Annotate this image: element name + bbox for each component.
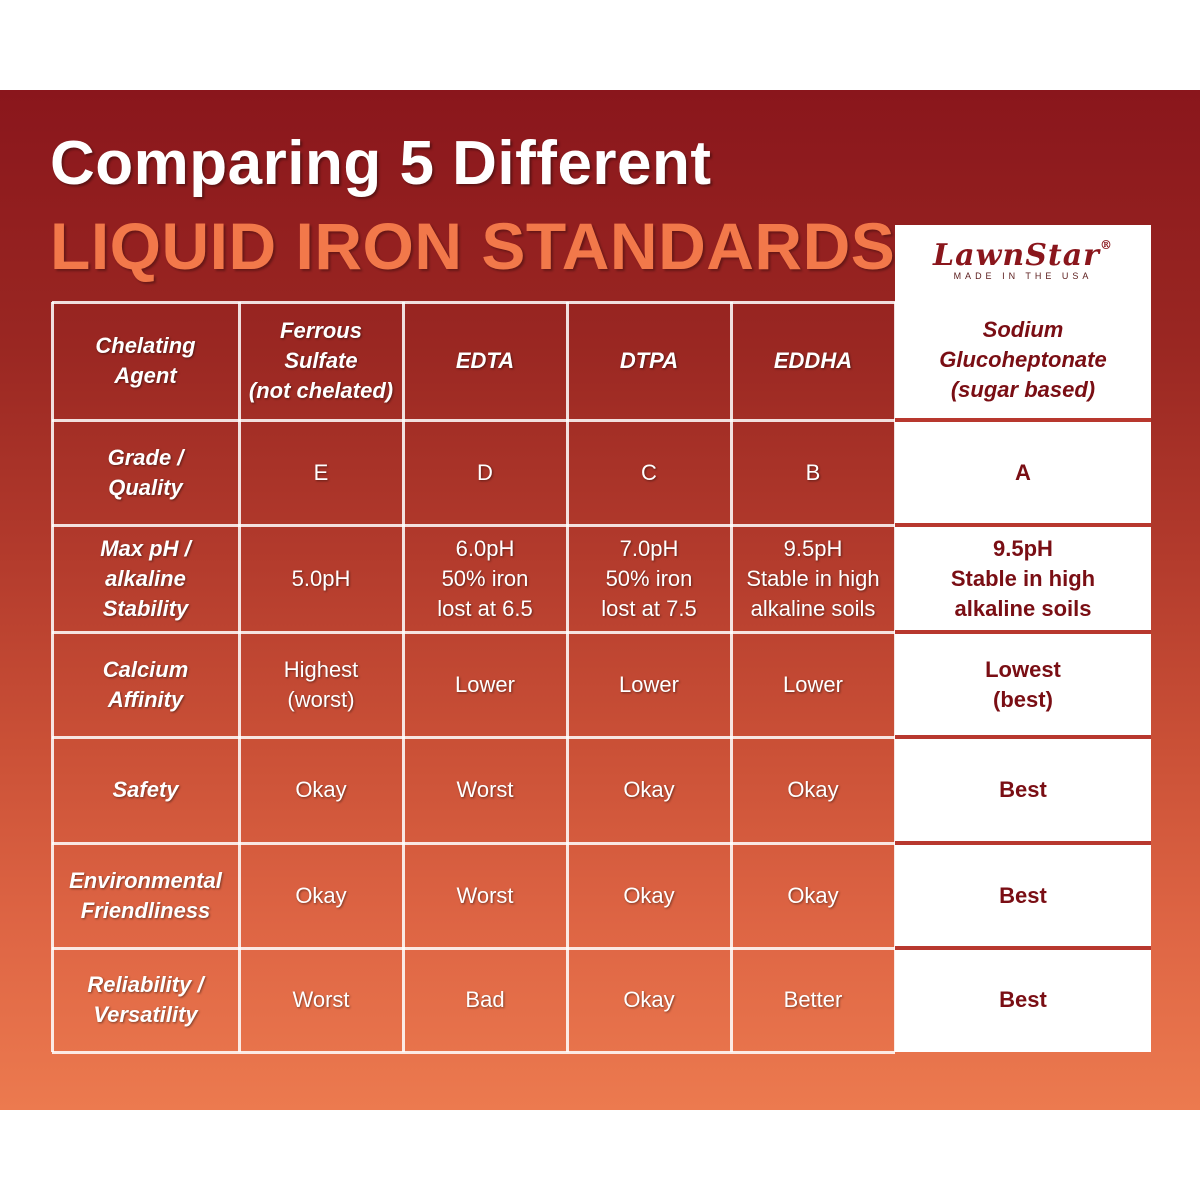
lawnstar-cell: Best (999, 777, 1047, 802)
table-cell: Okay (787, 882, 839, 908)
table-cell: 7.0pH 50% iron lost at 7.5 (601, 535, 697, 621)
row-divider (52, 1051, 895, 1054)
table-cell: B (805, 459, 821, 485)
table-cell: Okay (295, 882, 347, 908)
table-cell: 6.0pH 50% iron lost at 6.5 (437, 535, 533, 621)
table-cell: Worst (292, 987, 350, 1012)
table-cell: E (313, 459, 329, 485)
row-label: Max pH / alkaline Stability (100, 535, 191, 621)
brand-logo (895, 238, 1151, 281)
row-divider (52, 301, 895, 304)
lawnstar-cell: Lowest (best) (985, 656, 1061, 712)
lawnstar-cell: Best (999, 987, 1047, 1012)
column-header: Chelating Agent (95, 333, 196, 388)
lawnstar-cell: 9.5pH Stable in high alkaline soils (950, 535, 1096, 621)
registered-mark: ® (1099, 238, 1113, 252)
row-divider (52, 842, 895, 845)
row-label: Environmental Friendliness (69, 867, 222, 923)
table-cell: Okay (623, 882, 675, 908)
row-label: Grade / Quality (107, 444, 184, 500)
lawnstar-cell: Best (999, 882, 1047, 908)
row-divider (52, 631, 895, 634)
row-label: Safety (112, 777, 179, 802)
table-cell: 9.5pH Stable in high alkaline soils (746, 535, 880, 621)
table-cell: Lower (455, 671, 515, 697)
lawnstar-header: Sodium Glucoheptonate (sugar based) (939, 317, 1107, 402)
table-cell: Lower (783, 671, 843, 697)
column-divider (402, 302, 405, 1052)
page-subtitle: LIQUID IRON STANDARDS (50, 209, 896, 283)
row-divider (52, 736, 895, 739)
table-cell: Lower (619, 671, 679, 697)
table-cell: C (641, 459, 657, 485)
column-divider (51, 302, 54, 1052)
table-cell: Highest (worst) (283, 656, 359, 712)
brand-tagline: MADE IN THE USA (953, 271, 1093, 281)
table-cell: 5.0pH (291, 565, 351, 591)
table-cell: Okay (787, 777, 839, 802)
column-divider (730, 302, 733, 1052)
column-header: EDTA (455, 348, 515, 373)
table-cell: Worst (456, 777, 514, 802)
column-header: DTPA (619, 348, 679, 373)
column-header: Ferrous Sulfate (not chelated) (248, 318, 394, 403)
table-cell: D (477, 459, 493, 485)
row-divider (52, 524, 895, 527)
row-label: Reliability / Versatility (87, 972, 204, 1027)
table-cell: Bad (465, 987, 505, 1012)
column-header: EDDHA (773, 348, 853, 373)
row-divider (52, 947, 895, 950)
table-cell: Worst (456, 882, 514, 908)
lawnstar-cell: A (1015, 459, 1031, 485)
table-cell: Better (783, 987, 843, 1012)
brand-name: LawnStar (933, 238, 1100, 273)
table-cell: Okay (623, 987, 675, 1012)
table-cell: Okay (623, 777, 675, 802)
column-divider (238, 302, 241, 1052)
table-cell: Okay (295, 777, 347, 802)
row-divider (52, 419, 895, 422)
page-title: Comparing 5 Different (50, 129, 712, 198)
column-divider (566, 302, 569, 1052)
row-label: Calcium Affinity (102, 656, 189, 712)
